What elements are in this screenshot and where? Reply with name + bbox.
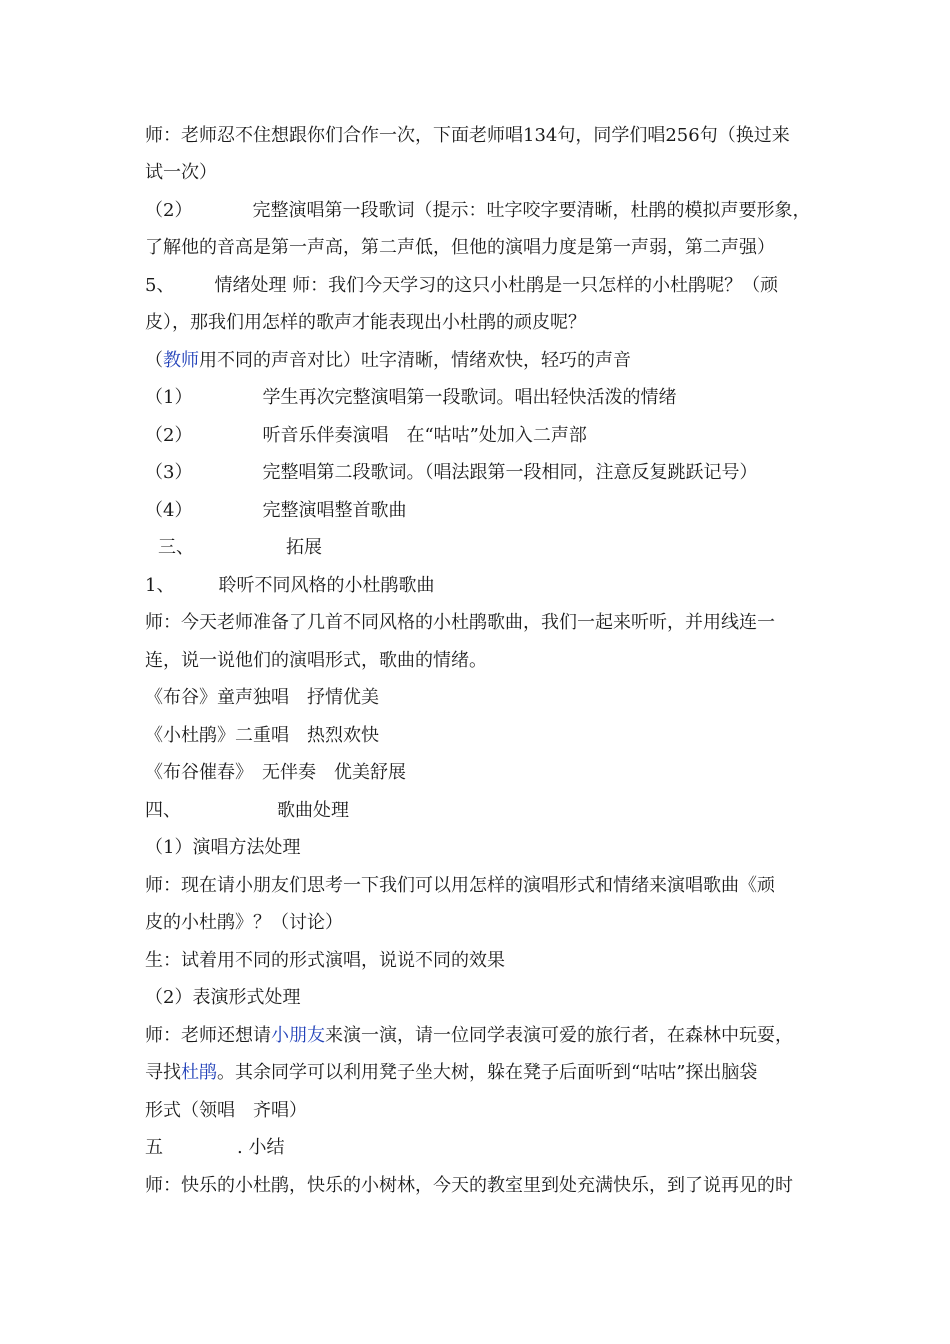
list-text: 完整唱第二段歌词。（唱法跟第一段相同，注意反复跳跃记号） xyxy=(262,462,758,483)
list-text: 完整演唱整首歌曲 xyxy=(262,500,407,521)
list-item xyxy=(145,499,406,523)
list-number: （3） xyxy=(145,462,193,483)
song-line: 《布谷催春》 无伴奏 优美舒展 xyxy=(145,762,406,783)
paragraph-line: 师：老师忍不住想跟你们合作一次，下面老师唱134句，同学们唱256句（换过来 xyxy=(145,125,790,146)
section-number: 四、 xyxy=(145,800,181,821)
paragraph-line xyxy=(145,349,631,373)
paragraph-line: （1）演唱方法处理 xyxy=(145,837,301,858)
list-item xyxy=(145,461,757,485)
list-item xyxy=(145,274,778,298)
text: （ xyxy=(145,350,163,371)
list-number: （2） xyxy=(145,200,193,221)
list-number: （4） xyxy=(145,500,193,521)
section-title: 拓展 xyxy=(286,537,322,558)
text: 师：老师还想请 xyxy=(145,1025,271,1046)
section-heading xyxy=(145,1136,284,1160)
paragraph-line: （2）表演形式处理 xyxy=(145,987,301,1008)
section-title: 歌曲处理 xyxy=(277,800,349,821)
list-item xyxy=(145,199,810,223)
list-text: 聆听不同风格的小杜鹃歌曲 xyxy=(218,575,435,596)
list-item xyxy=(145,424,587,448)
list-number: 5、 xyxy=(145,275,175,296)
list-number: 1、 xyxy=(145,575,175,596)
list-number: （2） xyxy=(145,425,193,446)
teacher-link[interactable]: 教师 xyxy=(163,350,199,371)
paragraph-line: 了解他的音高是第一声高，第二声低，但他的演唱力度是第一声弱，第二声强） xyxy=(145,237,775,258)
paragraph-line xyxy=(145,1061,757,1085)
list-item xyxy=(145,574,434,598)
paragraph-line: 师：快乐的小杜鹃，快乐的小树林，今天的教室里到处充满快乐，到了说再见的时 xyxy=(145,1175,793,1196)
list-text: 听音乐伴奏演唱 在“咕咕”处加入二声部 xyxy=(262,425,587,446)
list-text: 情绪处理 师：我们今天学习的这只小杜鹃是一只怎样的小杜鹃呢？（顽 xyxy=(214,275,779,296)
section-heading xyxy=(158,536,322,560)
song-line: 《布谷》童声独唱 抒情优美 xyxy=(145,687,379,708)
text: 来演一演，请一位同学表演可爱的旅行者，在森林中玩耍， xyxy=(325,1025,793,1046)
paragraph-line: 师：今天老师准备了几首不同风格的小杜鹃歌曲，我们一起来听听，并用线连一 xyxy=(145,612,775,633)
paragraph-line: 师：现在请小朋友们思考一下我们可以用怎样的演唱形式和情绪来演唱歌曲《顽 xyxy=(145,875,775,896)
cuckoo-link[interactable]: 杜鹃 xyxy=(181,1062,217,1083)
paragraph-line: 皮的小杜鹃》？（讨论） xyxy=(145,912,343,933)
list-item xyxy=(145,386,676,410)
list-text: 学生再次完整演唱第一段歌词。唱出轻快活泼的情绪 xyxy=(262,387,677,408)
section-number: 五 xyxy=(145,1137,163,1158)
list-number: （1） xyxy=(145,387,193,408)
paragraph-line: 连，说一说他们的演唱形式，歌曲的情绪。 xyxy=(145,650,487,671)
section-number: 三、 xyxy=(158,537,194,558)
text: 用不同的声音对比）吐字清晰，情绪欢快，轻巧的声音 xyxy=(199,350,631,371)
paragraph-line: 皮），那我们用怎样的歌声才能表现出小杜鹃的顽皮呢？ xyxy=(145,312,586,333)
paragraph-line: 试一次） xyxy=(145,162,217,183)
text: 寻找 xyxy=(145,1062,181,1083)
paragraph-line: 生：试着用不同的形式演唱，说说不同的效果 xyxy=(145,950,505,971)
paragraph-line xyxy=(145,1024,793,1048)
kids-link[interactable]: 小朋友 xyxy=(271,1025,325,1046)
section-heading xyxy=(145,799,349,823)
list-text: 完整演唱第一段歌词（提示：吐字咬字要清晰，杜鹃的模拟声要形象， xyxy=(252,200,811,221)
section-title: . 小结 xyxy=(237,1137,285,1158)
text: 。其余同学可以利用凳子坐大树，躲在凳子后面听到“咕咕”探出脑袋 xyxy=(217,1062,758,1083)
song-line: 《小杜鹃》二重唱 热烈欢快 xyxy=(145,725,379,746)
paragraph-line: 形式（领唱 齐唱） xyxy=(145,1100,307,1121)
